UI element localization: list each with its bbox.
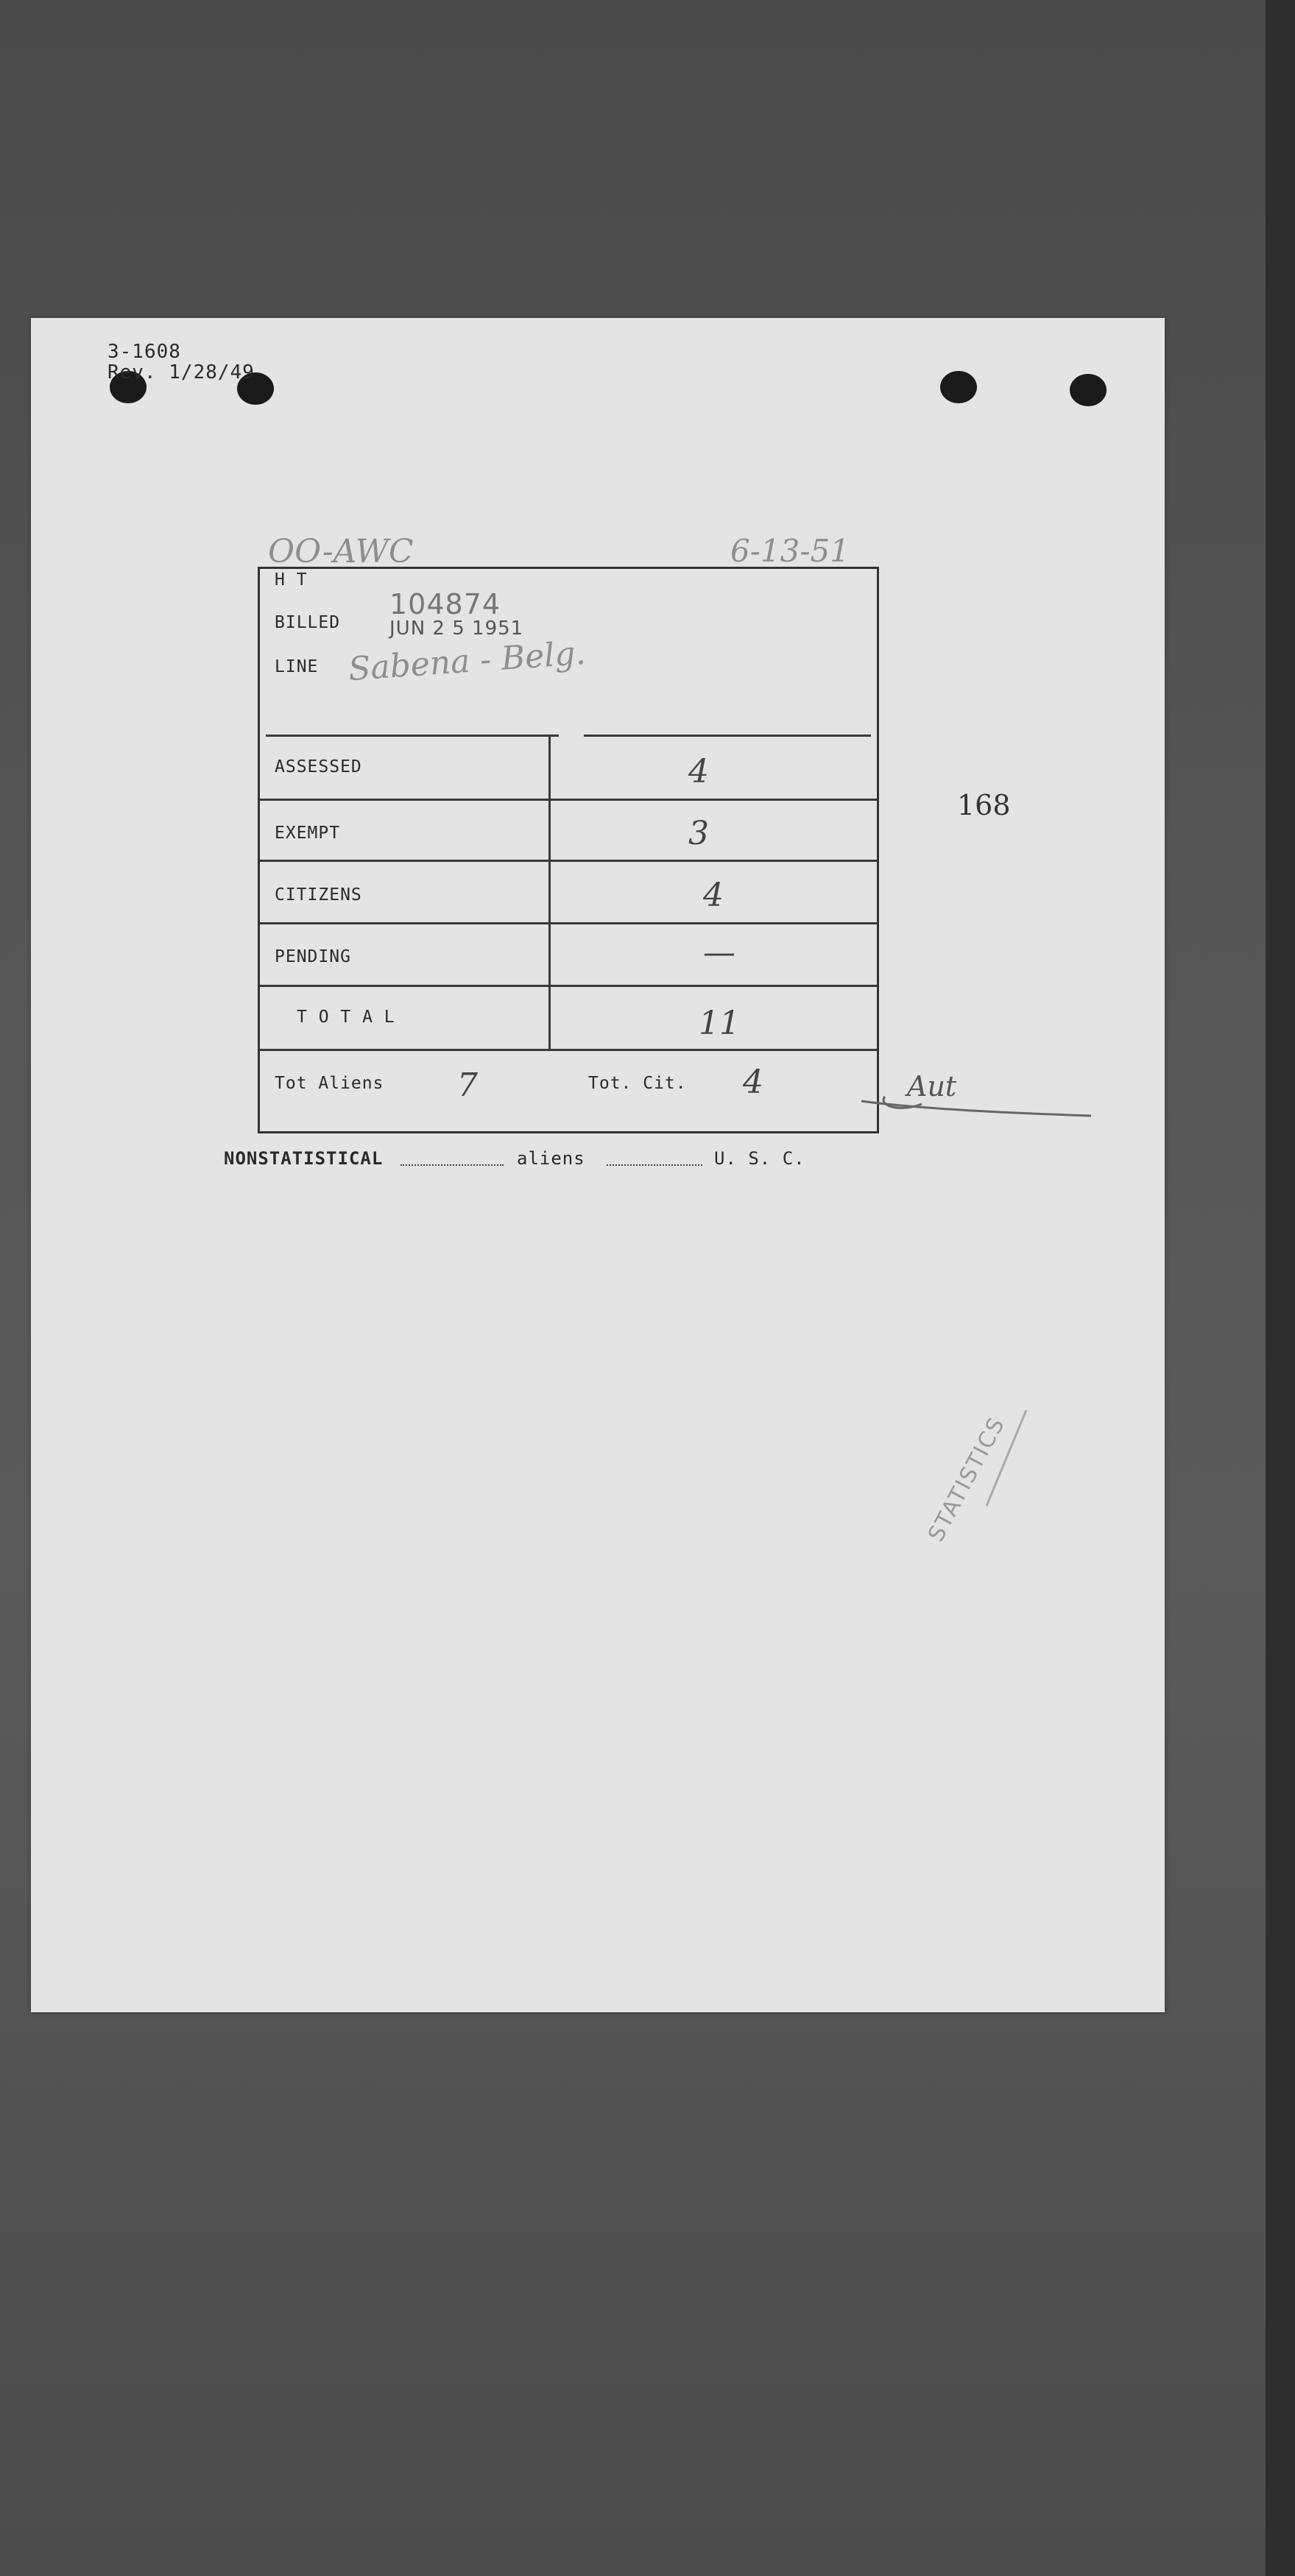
tot-cit-value: 4 (743, 1064, 763, 1101)
row-assessed-label: ASSESSED (275, 757, 362, 776)
office-code: OO-AWC (268, 533, 414, 570)
row-pending-value: — (703, 934, 735, 972)
aliens-blank (607, 1164, 702, 1166)
rule-1 (266, 735, 559, 737)
scanner-edge (1266, 0, 1295, 2576)
punch-hole-3 (940, 371, 977, 403)
total-value: 11 (699, 1005, 740, 1042)
header-date: 6-13-51 (730, 533, 850, 569)
row-exempt-value: 3 (688, 815, 709, 852)
tot-aliens-value: 7 (457, 1066, 478, 1104)
line-value: Sabena - Belg. (347, 634, 587, 689)
row-pending-label: PENDING (275, 947, 351, 966)
rule-4 (260, 922, 877, 924)
tot-aliens-label: Tot Aliens (275, 1074, 384, 1093)
document-sheet (31, 318, 1165, 2012)
nonstatistical-blank (401, 1164, 504, 1166)
total-label: T O T A L (297, 1008, 395, 1027)
tally-form (258, 567, 879, 1133)
rule-5 (260, 985, 877, 987)
form-number: 3-1608 (107, 341, 181, 363)
label-line: LINE (275, 657, 319, 676)
label-billed: BILLED (275, 613, 341, 632)
usc-label: U. S. C. (714, 1148, 805, 1169)
aliens-label: aliens (517, 1148, 585, 1169)
rule-3 (260, 860, 877, 862)
rule-2 (260, 799, 877, 801)
billed-number: 104874 (389, 588, 501, 620)
stamp-line (981, 1407, 1032, 1510)
rule-1b (584, 735, 871, 737)
punch-hole-4 (1070, 374, 1107, 406)
row-citizens-label: CITIZENS (275, 885, 362, 905)
nonstatistical-label: NONSTATISTICAL (224, 1148, 384, 1169)
row-exempt-label: EXEMPT (275, 824, 341, 843)
row-assessed-value: 4 (688, 753, 709, 790)
billed-date: JUN 2 5 1951 (389, 618, 524, 640)
tot-cit-label: Tot. Cit. (588, 1074, 687, 1093)
statistics-stamp: STATISTICS (923, 1412, 1011, 1546)
initials-underline (855, 1091, 1098, 1120)
row-citizens-value: 4 (703, 877, 724, 914)
rule-6 (260, 1049, 877, 1051)
form-revision: Rev. 1/28/49 (107, 361, 255, 383)
page-number: 168 (957, 789, 1011, 821)
label-ht: H T (275, 570, 308, 590)
column-divider (548, 737, 551, 1049)
initials: Aut (907, 1070, 957, 1103)
